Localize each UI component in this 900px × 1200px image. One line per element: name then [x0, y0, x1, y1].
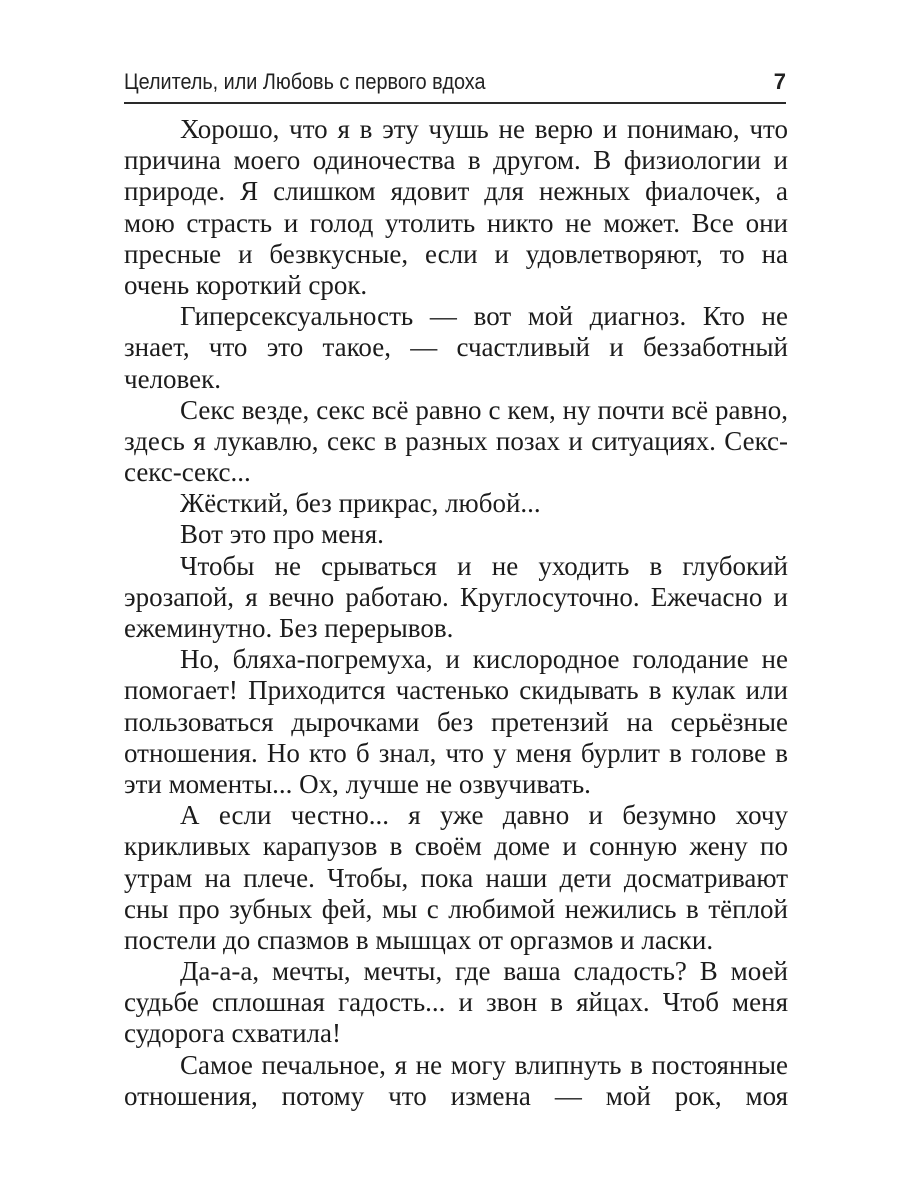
- text-line: Но, бляха-погремуха, и кислородное голодание не: [180, 644, 788, 675]
- text-line: постели до спазмов в мышцах от оргазмов и ласки.: [124, 924, 714, 955]
- text-line: Чтобы не срываться и не уходить в глубокий: [180, 550, 788, 581]
- paragraph: [124, 800, 788, 956]
- text-line: Хорошо, что я в эту чушь не верю и понимаю, что: [180, 114, 788, 144]
- text-line: помогает! Приходится частенько скидывать в кулак или: [124, 675, 788, 706]
- text-line: секс-секс...: [124, 457, 251, 488]
- text-line: Самое печальное, я не могу влипнуть в постоянные: [180, 1049, 788, 1080]
- text-line: утрам на плече. Чтобы, пока наши дети досматривают: [124, 862, 788, 893]
- paragraph: [124, 956, 788, 1050]
- paragraph: [124, 644, 788, 800]
- text-line: Да-а-а, мечты, мечты, где ваша сладость? В моей: [180, 956, 788, 987]
- text-line: эрозапой, я вечно работаю. Круглосуточно. Ежечасно и: [124, 581, 788, 612]
- text-line: судьбе сплошная гадость... и звон в яйцах. Чтоб меня: [124, 987, 788, 1018]
- running-header: [124, 64, 786, 104]
- text-line: причина моего одиночества в другом. В физиологии и: [124, 145, 788, 176]
- paragraph: [124, 114, 788, 301]
- text-line: здесь я лукавлю, секс в разных позах и ситуациях. Секс-: [124, 425, 788, 456]
- text-line: Гиперсексуальность — вот мой диагноз. Кто не: [180, 301, 788, 332]
- text-line: эти моменты... Ох, лучше не озвучивать.: [124, 768, 591, 799]
- text-line: крикливых карапузов в своём доме и сонную жену по: [124, 831, 788, 862]
- text-line: ежеминутно. Без перерывов.: [124, 613, 454, 643]
- text-line: пресные и безвкусные, если и удовлетворяют, то на: [124, 238, 788, 269]
- text-line: очень короткий срок.: [124, 269, 368, 300]
- paragraph: [124, 395, 788, 489]
- paragraph: [124, 488, 788, 519]
- text-line: знает, что это такое, — счастливый и беззаботный: [124, 332, 788, 363]
- paragraph: [124, 551, 788, 645]
- page-number: 7: [773, 69, 786, 94]
- text-line: судорога схватила!: [124, 1018, 341, 1049]
- text-line: Секс везде, секс всё равно с кем, ну почти всё равно,: [180, 394, 788, 425]
- text-line: мою страсть и голод утолить никто не может. Все они: [124, 207, 788, 238]
- text-line: А если честно... я уже давно и безумно хочу: [180, 800, 788, 831]
- paragraph: [124, 301, 788, 395]
- text-line: природе. Я слишком ядовит для нежных фиалочек, а: [124, 176, 788, 207]
- text-line: отношения, потому что измена — мой рок, моя: [124, 1080, 788, 1111]
- book-title: Целитель, или Любовь с первого вдоха: [124, 69, 486, 94]
- text-line: пользоваться дырочками без претензий на серьёзные: [124, 706, 788, 737]
- body-text: [124, 114, 788, 1112]
- text-line: Жёсткий, без прикрас, любой...: [180, 488, 541, 519]
- text-line: отношения. Но кто б знал, что у меня бурлит в голове в: [124, 737, 788, 768]
- text-line: человек.: [124, 363, 221, 394]
- text-line: Вот это про меня.: [180, 519, 384, 550]
- text-line: сны про зубных фей, мы с любимой нежились в тёплой: [124, 893, 788, 924]
- paragraph: [124, 519, 788, 550]
- paragraph: [124, 1050, 788, 1112]
